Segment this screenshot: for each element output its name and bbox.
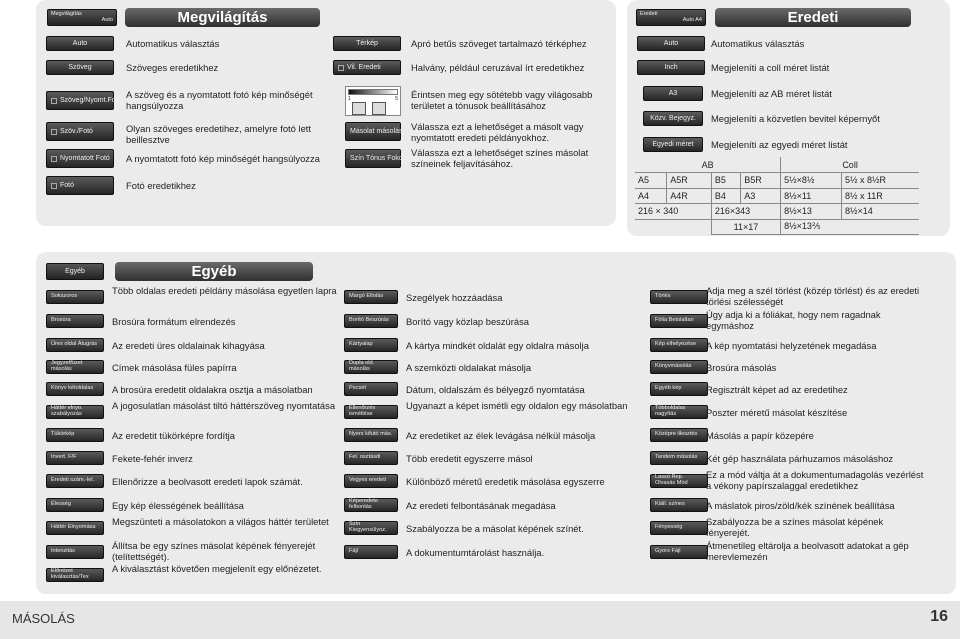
tandem-masolas-button[interactable]: Tandem másolás [650,451,708,465]
exposure-min-label: 1 [348,96,351,102]
direct-entry-button[interactable]: Közv. Bejegyz. [643,111,703,126]
text-photo-icon [51,98,57,104]
kartyalap-button[interactable]: Kártyalap [344,338,398,352]
hatter-elnyomasa-button[interactable]: Háttér Elnyomása [46,521,104,535]
sokszoros-text: Több oldalas eredeti példány másolása egyetlen lapra [112,285,337,296]
sokszoros-button[interactable]: Sokszoros [46,290,104,304]
tone-adjust-text: Érintsen meg egy sötétebb vagy világosabb területet a tónusok beállításához [411,89,593,112]
kep-elhelyezese-button[interactable]: Kép elhelyezése [650,338,708,352]
table-cell: A3 [741,188,781,204]
lighter-icon[interactable] [352,102,366,115]
fajl-button[interactable]: Fájl [344,545,398,559]
fel-osztasdi-text: Több eredetit egyszerre másol [406,453,533,464]
konyv-ketoldalas-button[interactable]: Könyv kétoldalas [46,382,104,396]
eredeti-szam-lel-text: Ellenőrizze a beolvasott eredeti lapok számát. [112,476,303,487]
lighting-text-text: Szöveges eredetikhez [126,62,219,73]
table-cell: B4 [711,188,740,204]
footer-bar [0,601,960,639]
original-auto-button[interactable]: Auto [637,36,705,51]
table-row [635,157,919,173]
exposure-slider[interactable] [345,86,401,116]
direct-entry-text: Megjeleníti a közvetlen bevitel képernyőt [711,113,880,124]
table-head-ab: AB [635,157,781,173]
custom-size-text: Megjeleníti az egyedi méret listát [711,139,848,150]
table-cell: 216 × 340 [635,204,711,220]
table-cell: A5R [667,173,712,189]
eredeti-szam-lel-button[interactable]: Eredeti szám.-lel. [46,474,104,488]
table-cell: 8½ x 11R [841,188,919,204]
table-cell: B5 [711,173,740,189]
other-title: Egyéb [115,262,313,281]
torles-button[interactable]: Törlés [650,290,708,304]
elesseg-text: Egy kép élességének beállítása [112,500,244,511]
table-cell: B5R [741,173,781,189]
pencil-icon [338,65,344,71]
inch-text: Megjeleníti a coll méret listát [711,62,830,73]
lighting-printed-photo-button[interactable]: Nyomtatott Fotó [46,149,114,168]
lighting-text-photo-button[interactable]: Szöv./Fotó [46,122,114,141]
margo-eltolas-text: Szegélyek hozzáadása [406,292,503,303]
fajl-text: A dokumentumtárolást használja. [406,547,545,558]
keperedete-felbontas-button[interactable]: Képeredete felbontás [344,498,398,512]
table-cell: 5½ x 8½R [841,173,919,189]
kozepre-illesztes-button[interactable]: Középre illesztés [650,428,708,442]
borito-beszuras-button[interactable]: Borító Beszúrás [344,314,398,328]
kiall-szines-text: A máslatok piros/zöld/kék színének beállítása [706,500,895,511]
original-auto-text: Automatikus választás [711,38,805,49]
folia-betolatlan-button[interactable]: Fólia Betolatlan [650,314,708,328]
map-button[interactable]: Térkép [333,36,401,51]
kozepre-illesztes-text: Másolás a papír közepére [706,430,814,441]
table-cell: 5½×8½ [781,173,842,189]
text-photo-mix-icon [51,129,57,135]
lassu-rep-olvasas-mod-text: Ez a mód váltja át a dokumentumadagolás vezérlést a vékony papírszalaggal eredetikhez [706,469,924,492]
elonezet-kivalasztas-tex-text: A kiválasztást követően megjelenít egy előnézetet. [112,563,322,574]
fenyesseg-text: Szabályozza be a színes másolat képének fényerejét. [706,516,884,539]
table-cell: A4R [667,188,712,204]
intenzitas-text: Állítsa be egy színes másolat képének fényerejét (telítettségét). [112,540,316,563]
pecset-text: Dátum, oldalszám és bélyegző nyomtatása [406,384,585,395]
exposure-max-label: 5 [395,96,398,102]
konyvmasolas-button[interactable]: Könyvmásolás [650,360,708,374]
tobboldalas-nagyitas-button[interactable]: Többoldalas nagyítás [650,405,708,419]
light-original-text: Halvány, például ceruzával írt eredetikhez [411,62,585,73]
szin-kiegyensulyoz-text: Szabályozza be a másolat képének színét. [406,523,584,534]
exposure-scale [348,89,398,95]
copy-of-copy-button[interactable]: Másolat másolása [345,122,401,141]
lighting-mini-value: Auto [101,17,113,24]
original-mini-title: Eredeti [640,11,658,17]
lighting-printed-photo-text: A nyomtatott fotó kép minőségét hangsúlyozza [126,153,320,164]
table-cell: 8½×13 [781,204,842,220]
map-text: Apró betűs szöveget tartalmazó térképhez [411,38,587,49]
table-row [635,204,919,220]
lighting-text-printed-photo-text: A szöveg és a nyomtatott fotó kép minőségét hangsúlyozza [126,89,313,112]
dupla-old-masolas-button[interactable]: Dupla old. másolás [344,360,398,374]
elesseg-button[interactable]: Élesség [46,498,104,512]
lighting-mini-title: Megvilágítás [51,11,82,17]
footer-section: MÁSOLÁS [12,611,75,626]
color-tone-enhance-text: Válassza ezt a lehetőséget színes másolat színeinek feljavításához. [411,147,589,170]
folia-betolatlan-text: Úgy adja ki a fóliákat, hogy nem ragadnak egymáshoz [706,309,881,332]
table-row [635,173,919,189]
vegyes-eredeti-text: Különböző méretű eredetik másolása egyszerre [406,476,605,487]
hatter-elnyo-szabalyozas-text: A jogosulatlan másolást tiltó háttérszöveg nyomtatása [112,400,336,411]
brosura-text: Brosúra formátum elrendezés [112,316,236,327]
fel-osztasdi-button[interactable]: Fel. osztásdi [344,451,398,465]
invert-f-f-text: Fekete-fehér inverz [112,453,193,464]
light-original-button[interactable]: Vil. Eredeti [333,60,401,75]
table-cell: 216×343 [711,204,780,220]
kiall-szines-button[interactable]: Kiáll. színes [650,498,708,512]
tukorkep-text: Az eredetit tükörképre fordítja [112,430,235,441]
footer-page-number: 16 [930,608,948,625]
copy-of-copy-text: Válassza ezt a lehetőséget a másolt vagy nyomtatott eredeti példányokhoz. [411,121,584,144]
table-cell: A5 [635,173,667,189]
borito-beszuras-text: Borító vagy közlap beszúrása [406,316,529,327]
hatter-elnyomasa-text: Megszünteti a másolatokon a világos háttér területet [112,516,329,527]
szin-kiegyensulyoz-button[interactable]: Szín Kiegyensúlyoz. [344,521,398,535]
photo-icon [51,183,57,189]
ures-oldal-atugras-button[interactable]: Üres oldal Átugrás [46,338,104,352]
size-table [635,157,919,235]
lighting-text-printed-photo-button[interactable]: Szöveg/Nyomt.Fotó [46,91,114,110]
jegyzetfuzet-masolas-text: Címek másolása füles papírra [112,362,237,373]
egyeb-kep-button[interactable]: Egyéb kép [650,382,708,396]
table-cell: 8½×11 [781,188,842,204]
original-mini-button [636,9,706,26]
table-cell [635,219,711,235]
konyvmasolas-text: Brosúra másolás [706,362,777,373]
elonezet-kivalasztas-tex-button[interactable]: Előnézet kiválasztás/Tex [46,568,104,582]
torles-text: Adja meg a szél törlést (közép törlést) és az eredeti törlési szélességét [706,285,920,308]
lighting-photo-button[interactable]: Fotó [46,176,114,195]
keperedete-felbontas-text: Az eredeti felbontásának megadása [406,500,556,511]
margo-eltolas-button[interactable]: Margó Eltolás [344,290,398,304]
dupla-old-masolas-text: A szemközti oldalakat másolja [406,362,532,373]
invert-f-f-button[interactable]: Invert. F/F [46,451,104,465]
lighting-auto-button[interactable]: Auto [46,36,114,51]
ures-oldal-atugras-text: Az eredeti üres oldalainak kihagyása [112,340,265,351]
nyers-kifuto-mas-button[interactable]: Nyers kifutó más. [344,428,398,442]
ab-size-text: Megjeleníti az AB méret listát [711,88,832,99]
gyors-fajl-button[interactable]: Gyors Fájl [650,545,708,559]
lighting-photo-text: Fotó eredetikhez [126,180,196,191]
ab-size-button[interactable]: A3 [643,86,703,101]
jegyzetfuzet-masolas-button[interactable]: Jegyzetfüzet másolás [46,360,104,374]
lighting-mini-button [47,9,117,26]
ellenorzes-ismetlese-button[interactable]: Ellenőrzés ismétlése [344,405,398,419]
tukorkep-button[interactable]: Tükörkép [46,428,104,442]
table-cell: 11×17 [711,219,780,235]
ellenorzes-ismetlese-text: Ugyanazt a képet ismétli egy oldalon egy másolatban [406,400,628,411]
tandem-masolas-text: Két gép használata párhuzamos másoláshoz [706,453,894,464]
lighting-auto-text: Automatikus választás [126,38,220,49]
brosura-button[interactable]: Brosúra [46,314,104,328]
other-mini-button [46,263,104,280]
kartyalap-text: A kártya mindkét oldalát egy oldalra másolja [406,340,589,351]
intenzitas-button[interactable]: Intenzitás [46,545,104,559]
table-cell: 8½×14 [841,204,919,220]
original-title: Eredeti [715,8,911,27]
tobboldalas-nagyitas-text: Poszter méretű másolat készítése [706,407,848,418]
table-cell: A4 [635,188,667,204]
vegyes-eredeti-button[interactable]: Vegyes eredeti [344,474,398,488]
lassu-rep-olvasas-mod-button[interactable]: Lassú Rep. Olvasás Mód [650,474,708,488]
darker-icon[interactable] [372,102,386,115]
other-mini-title: Egyéb [65,267,85,275]
color-tone-enhance-button[interactable]: Szín Tónus Fokozása [345,149,401,168]
lighting-text-photo-text: Olyan szöveges eredetihez, amelyre fotó lett beillesztve [126,123,311,146]
pecset-button[interactable]: Pecsét [344,382,398,396]
fenyesseg-button[interactable]: Fényesség [650,521,708,535]
kep-elhelyezese-text: A kép nyomtatási helyzetének megadása [706,340,877,351]
egyeb-kep-text: Regisztrált képet ad az eredetihez [706,384,848,395]
lighting-text-button[interactable]: Szöveg [46,60,114,75]
table-row [635,219,919,235]
lighting-panel [36,0,616,226]
printed-photo-icon [51,156,57,162]
lighting-title: Megvilágítás [125,8,320,27]
nyers-kifuto-mas-text: Az eredetiket az élek levágása nélkül másolja [406,430,596,441]
original-mini-value: Auto A4 [682,17,702,24]
inch-button[interactable]: Inch [637,60,705,75]
table-row [635,188,919,204]
custom-size-button[interactable]: Egyedi méret [643,137,703,152]
table-head-coll: Coll [781,157,919,173]
konyv-ketoldalas-text: A brosúra eredetit oldalakra osztja a másolatban [112,384,313,395]
hatter-elnyo-szabalyozas-button[interactable]: Háttér elnyo. szabályozás [46,405,104,419]
gyors-fajl-text: Átmenetileg eltárolja a beolvasott adatokat a gép merevlemezén [706,540,909,563]
table-cell: 8½×13⅖ [781,219,919,235]
